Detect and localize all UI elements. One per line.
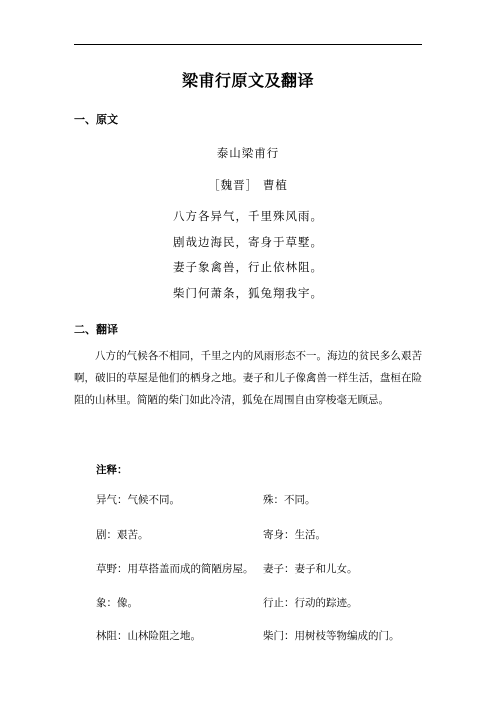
document-title: 梁甫行原文及翻译 (181, 71, 314, 90)
note-item: 林阻：山林险阻之地。 (96, 630, 201, 642)
note-item: 柴门：用树枝等物编成的门。 (263, 630, 400, 642)
header-rule (74, 44, 422, 45)
notes-heading: 注释： (96, 464, 128, 476)
poem-line: 妻子象禽兽，行止依林阻。 (173, 260, 323, 274)
section-heading-translation: 二、翻译 (74, 323, 118, 336)
poem-line: 八方各异气，千里殊风雨。 (173, 209, 323, 223)
note-item: 异气：气候不同。 (96, 494, 180, 506)
note-item: 殊：不同。 (263, 494, 316, 506)
poem-title: 泰山梁甫行 (216, 146, 280, 160)
section-heading-original: 一、原文 (74, 113, 118, 126)
poem-line: 柴门何萧条，狐兔翔我宇。 (173, 286, 323, 300)
poem-line: 剧哉边海民，寄身于草墅。 (173, 235, 323, 249)
note-item: 寄身：生活。 (263, 529, 326, 541)
note-item: 象：像。 (96, 597, 138, 609)
poem-author: ［魏晋］ 曹植 (208, 178, 288, 192)
note-item: 剧：艰苦。 (96, 529, 149, 541)
translation-paragraph: 八方的气候各不相同，千里之内的风雨形态不一。海边的贫民多么艰苦啊，破旧的草屋是他们的栖身之地。妻子和儿子像禽兽一样生活，盘桓在险阻的山林里。简陋的柴门如此冷清，狐兔在周围自由穿梭毫无顾忌。 (74, 350, 422, 406)
note-item: 妻子：妻子和儿女。 (263, 563, 358, 575)
note-item: 行止：行动的踪迹。 (263, 597, 358, 609)
note-item: 草野：用草搭盖而成的简陋房屋。 (96, 563, 254, 575)
